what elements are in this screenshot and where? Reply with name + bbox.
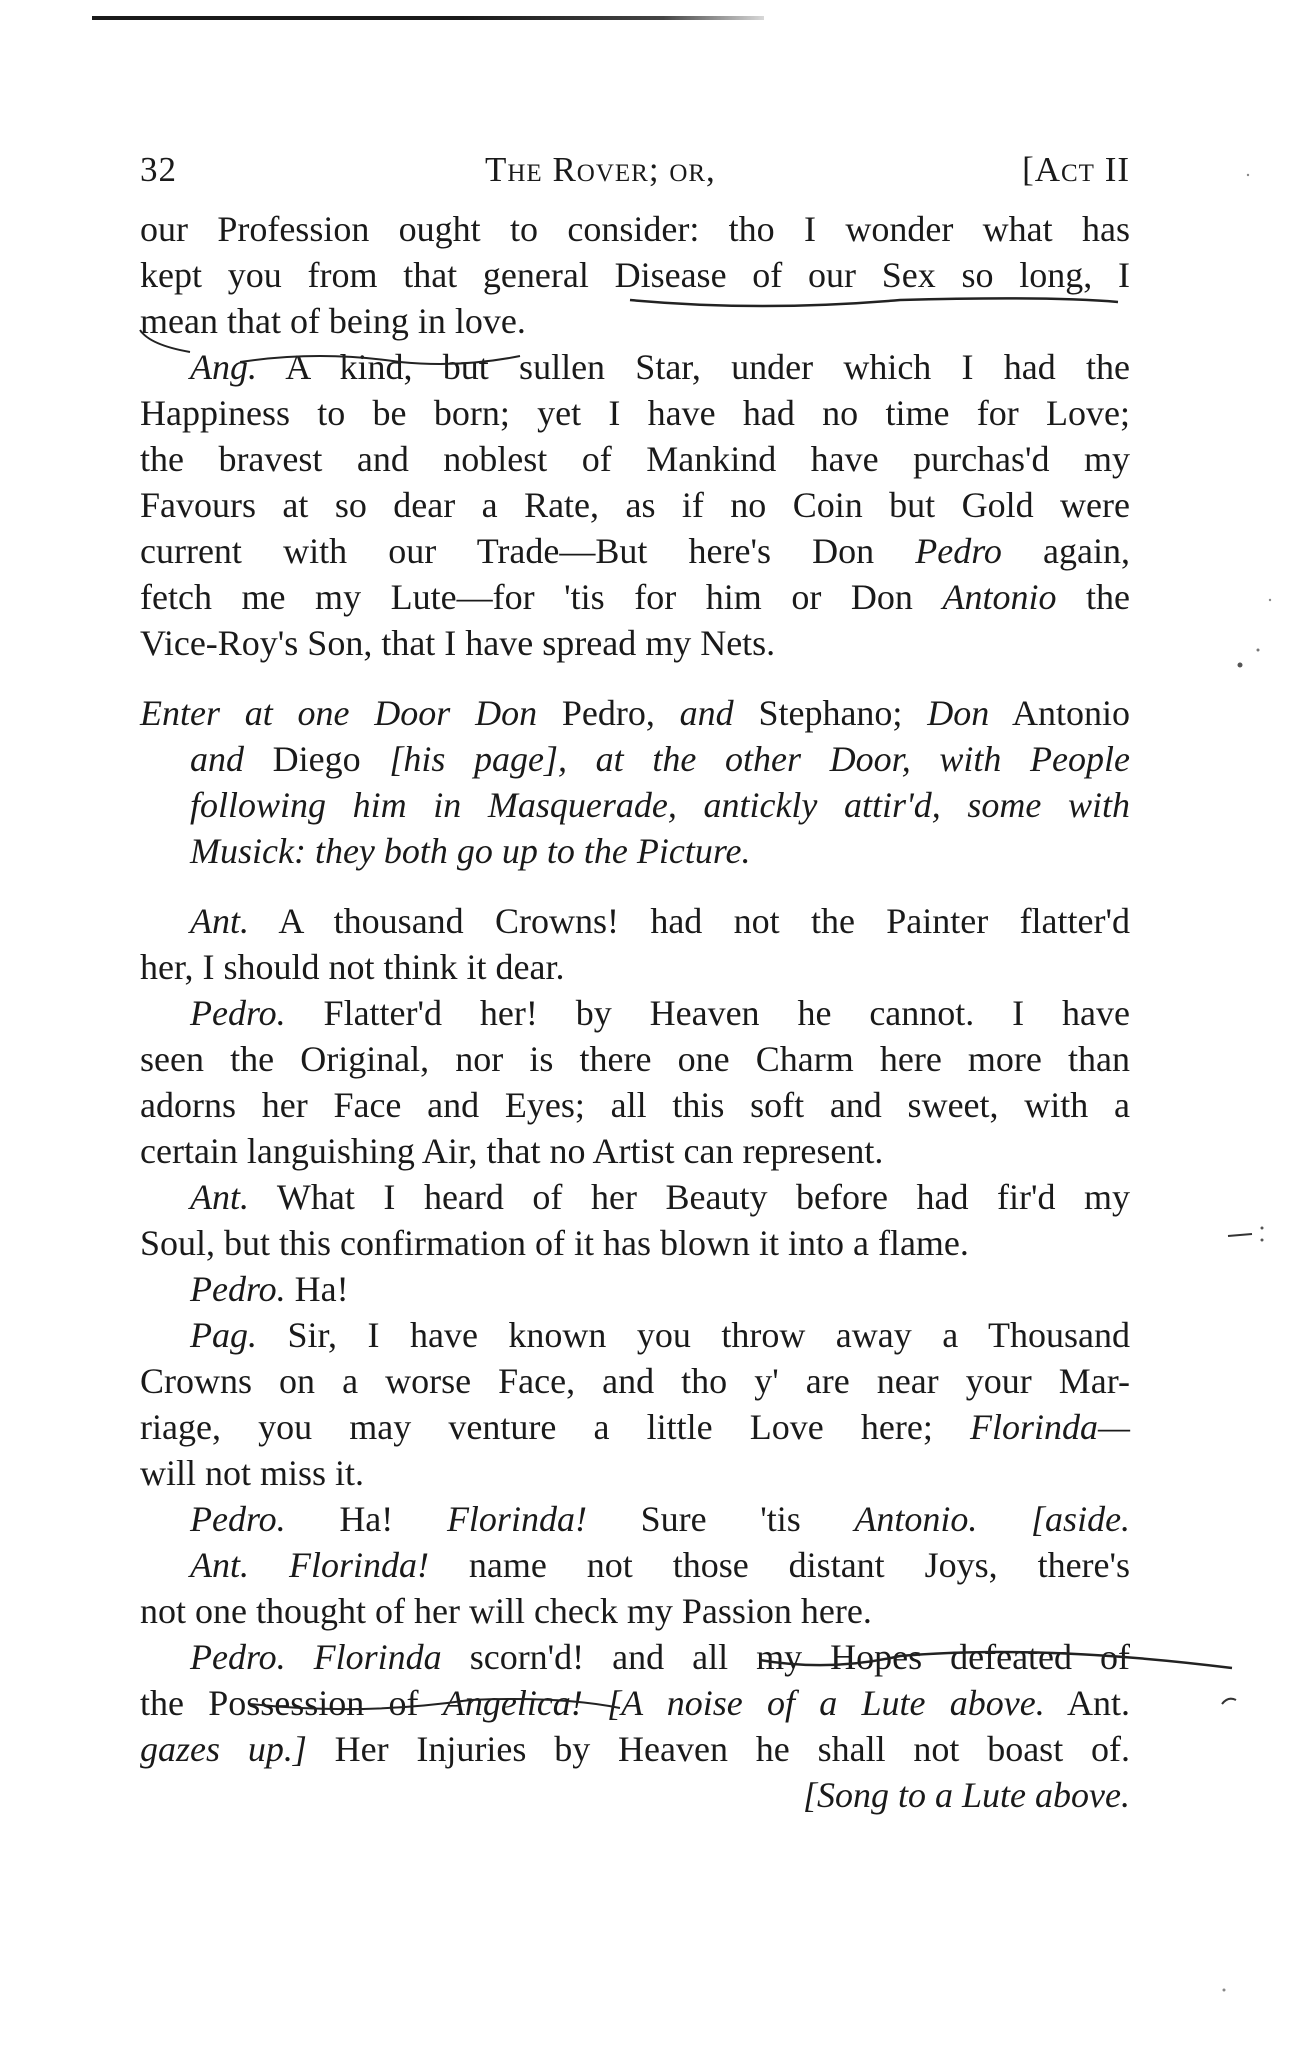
text-span: her, I should not think it dear. [140, 947, 565, 987]
speech-line [140, 1542, 1130, 1588]
speaker-name: Ant. [190, 1545, 249, 1585]
text-line [140, 390, 1130, 436]
text-span: Vice-Roy's Son, that I have spread my Nets. [140, 623, 776, 663]
speech-line [140, 1312, 1130, 1358]
character-name: Antonio. [854, 1499, 978, 1539]
text-span: again, [1043, 531, 1130, 571]
text-line [140, 1358, 1130, 1404]
speaker-name: Pedro. [190, 993, 286, 1033]
margin-speck [1269, 599, 1271, 601]
book-page [140, 150, 1130, 1818]
text-span: kept you from that general Disease of our Sex so long, I [140, 255, 1130, 295]
margin-dash [1228, 1234, 1252, 1236]
character-name: Florinda— [969, 1407, 1130, 1447]
stage-direction: gazes up.] [140, 1729, 307, 1769]
text-line [140, 574, 1130, 620]
speaker-name: Pag. [190, 1315, 257, 1355]
sd-text: [his page], at the other Door, with People [389, 739, 1130, 779]
stage-direction: [A noise of a Lute above. [607, 1683, 1045, 1723]
text-line [140, 1082, 1130, 1128]
sd-text: and [679, 693, 734, 733]
sd-text: and [190, 739, 244, 779]
speech-text: A thousand Crowns! had not the Painter flatter'd [278, 901, 1130, 941]
speech-text: What I heard of her Beauty before had fir'd my [276, 1177, 1130, 1217]
speaker-name: Ang. [190, 347, 257, 387]
text-span: current with our Trade—But here's Don [140, 531, 875, 571]
text-line [140, 206, 1130, 252]
text-line [140, 252, 1130, 298]
margin-speck [1238, 663, 1243, 668]
text-span: our Profession ought to consider: tho I wonder what has [140, 209, 1130, 249]
speaker-name: Pedro. [190, 1499, 286, 1539]
top-rule [92, 16, 764, 20]
character-name: Diego [272, 739, 361, 779]
text-span: seen the Original, nor is there one Charm here more than [140, 1039, 1130, 1079]
text-line [140, 1220, 1130, 1266]
text-span: Crowns on a worse Face, and tho y' are near your Mar- [140, 1361, 1130, 1401]
speech-text: Sure 'tis [640, 1499, 801, 1539]
speech-text: A kind, but sullen Star, under which I had the [285, 347, 1131, 387]
page-number: 32 [140, 150, 177, 189]
character-name: Florinda! [446, 1499, 587, 1539]
margin-mark [1222, 1699, 1236, 1704]
character-name: Florinda! [288, 1545, 429, 1585]
text-span: riage, you may venture a little Love here; [140, 1407, 933, 1447]
text-span: the bravest and noblest of Mankind have purchas'd my [140, 439, 1130, 479]
speech-text: Ha! [294, 1269, 349, 1309]
text-span: adorns her Face and Eyes; all this soft and sweet, with a [140, 1085, 1130, 1125]
character-name: Pedro, [561, 693, 655, 733]
speech-line [140, 898, 1130, 944]
act-label: [Act II [1022, 150, 1130, 189]
text-span: the Possession of [140, 1683, 419, 1723]
margin-speck [1261, 1239, 1264, 1242]
character-name: Angelica! [442, 1683, 583, 1723]
spacer [140, 874, 1130, 898]
character-name: Ant. [1067, 1683, 1131, 1723]
text-line [140, 1680, 1130, 1726]
sd-text: Musick: they both go up to the Picture. [190, 831, 751, 871]
text-line [140, 528, 1130, 574]
text-span: not one thought of her will check my Passion here. [140, 1591, 872, 1631]
running-head [140, 150, 1130, 206]
speech-line [140, 344, 1130, 390]
speaker-name: Ant. [190, 1177, 249, 1217]
character-name: Pedro [915, 531, 1002, 571]
text-line [140, 1404, 1130, 1450]
text-span: will not miss it. [140, 1453, 365, 1493]
speaker-name: Pedro. [190, 1637, 286, 1677]
margin-speck [1261, 1227, 1264, 1230]
speaker-name: Ant. [190, 901, 249, 941]
speaker-name: Pedro. [190, 1269, 286, 1309]
stage-direction-line [140, 736, 1130, 782]
margin-speck [1247, 174, 1249, 176]
spacer [140, 666, 1130, 690]
speech-line [140, 1496, 1130, 1542]
stage-direction: [Song to a Lute above. [803, 1775, 1130, 1815]
stage-direction-line [140, 782, 1130, 828]
text-span: Favours at so dear a Rate, as if no Coin but Gold were [140, 485, 1130, 525]
text-span: Soul, but this confirmation of it has blown it into a flame. [140, 1223, 969, 1263]
margin-speck [1257, 649, 1260, 652]
stage-direction-line [140, 690, 1130, 736]
character-name: Antonio [1012, 693, 1131, 733]
speech-text: Flatter'd her! by Heaven he cannot. I have [323, 993, 1130, 1033]
text-span: certain languishing Air, that no Artist can represent. [140, 1131, 884, 1171]
character-name: Florinda [313, 1637, 442, 1677]
sd-text: Enter at one Door Don [140, 693, 538, 733]
speech-line [140, 1174, 1130, 1220]
text-line [140, 436, 1130, 482]
text-line [140, 1128, 1130, 1174]
sd-text: following him in Masquerade, antickly attir'd, some with [190, 785, 1130, 825]
stage-direction-line [140, 828, 1130, 874]
speech-text: Ha! [339, 1499, 394, 1539]
text-line [140, 620, 1130, 666]
speech-text: Sir, I have known you throw away a Thousand [287, 1315, 1131, 1355]
speech-line [140, 990, 1130, 1036]
text-line [140, 1772, 1130, 1818]
text-span: Happiness to be born; yet I have had no time for Love; [140, 393, 1130, 433]
text-span: Her Injuries by Heaven he shall not boast of. [334, 1729, 1130, 1769]
aside-direction: [aside. [1031, 1499, 1131, 1539]
text-span: fetch me my Lute—for 'tis for him or Don [140, 577, 913, 617]
text-line [140, 1450, 1130, 1496]
text-line [140, 298, 1130, 344]
speech-line [140, 1634, 1130, 1680]
text-line [140, 1726, 1130, 1772]
sd-text: Don [927, 693, 990, 733]
running-title: The Rover; or, [485, 150, 716, 189]
text-line [140, 944, 1130, 990]
text-line [140, 482, 1130, 528]
speech-line [140, 1266, 1130, 1312]
speech-text: name not those distant Joys, there's [468, 1545, 1131, 1585]
speech-text: scorn'd! and all my Hopes defeated of [469, 1637, 1131, 1677]
text-span: mean that of being in love. [140, 301, 526, 341]
character-name: Stephano; [758, 693, 903, 733]
margin-speck [1223, 1989, 1226, 1992]
text-line [140, 1588, 1130, 1634]
text-line [140, 1036, 1130, 1082]
text-span: the [1086, 577, 1131, 617]
character-name: Antonio [942, 577, 1057, 617]
